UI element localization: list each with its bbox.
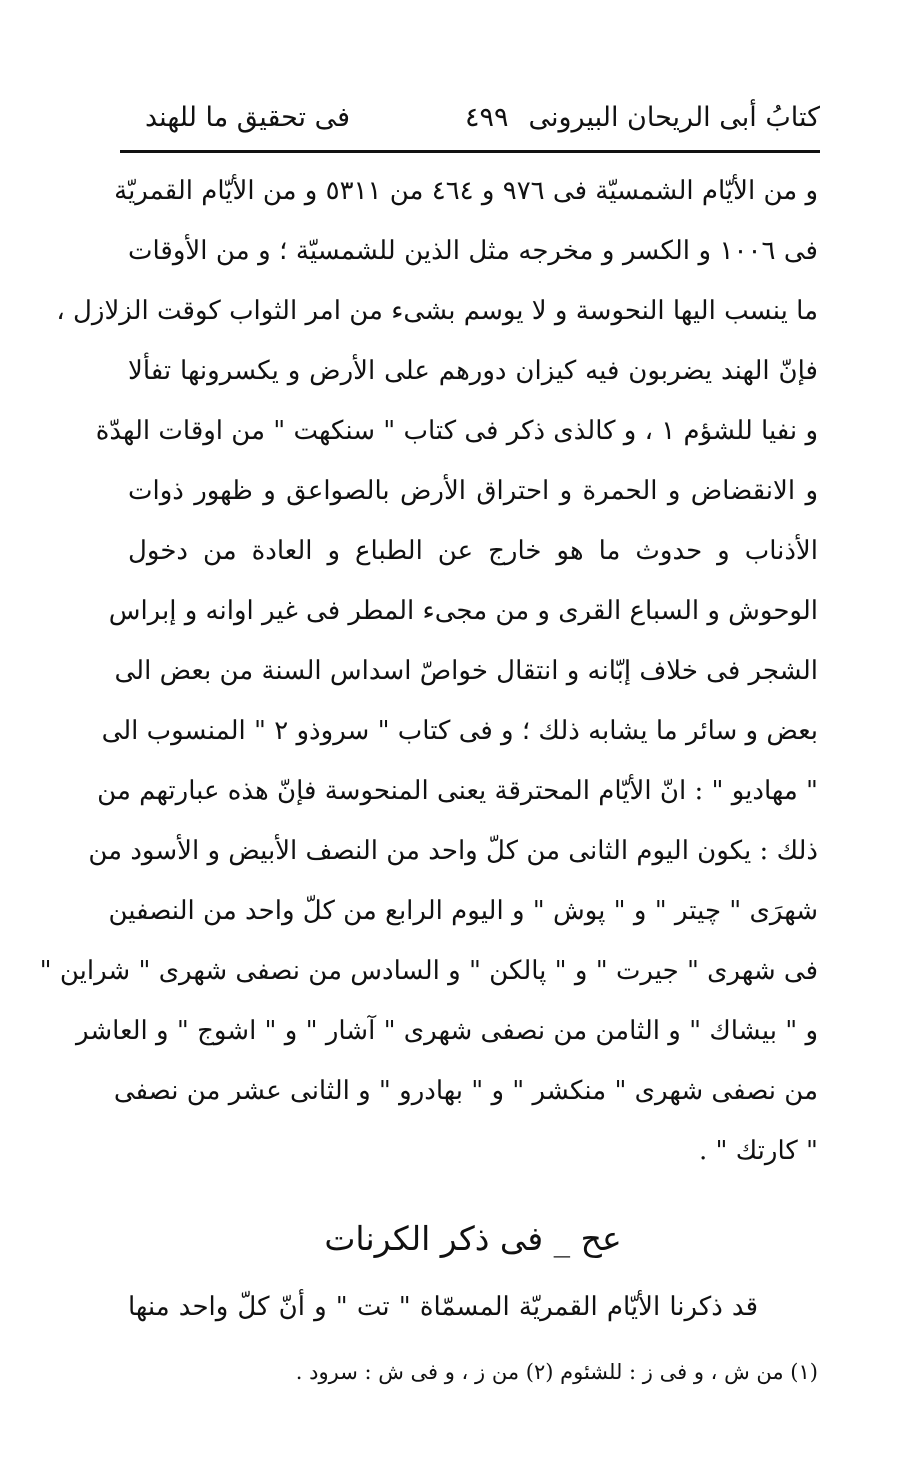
text-line: و نفيا للشؤم ١ ، و كالذى ذكر فى كتاب " سنكهت " من اوقات الهدّة <box>95 416 818 446</box>
section-heading: عح _ فى ذكر الكرنات <box>324 1219 622 1258</box>
book-page <box>39 88 820 1397</box>
text-line: شهرَى " چيتر " و " پوش " و اليوم الرابع من كلّ واحد من النصفين <box>108 896 818 926</box>
text-line: فإنّ الهند يضربون فيه كيزان دورهم على الأرض و يكسرونها تفألا <box>128 356 818 386</box>
text-line: من نصفى شهرى " منكشر " و " بهادرو " و الثانى عشر من نصفى <box>113 1076 818 1106</box>
header-rule <box>120 150 820 153</box>
header-book-title: كتابُ أبى الريحان البيرونى <box>528 102 820 133</box>
text-line: و الانقضاض و الحمرة و احتراق الأرض بالصواعق و ظهور ذوات <box>128 476 818 506</box>
body-text <box>39 161 818 1397</box>
header-work-title: فى تحقيق ما للهند <box>145 102 351 133</box>
page-number: ٤٩٩ <box>465 102 509 133</box>
text-line: " مهاديو " : انّ الأيّام المحترقة يعنى المنحوسة فإنّ هذه عبارتهم من <box>97 776 818 806</box>
text-line: ذلك : يكون اليوم الثانى من كلّ واحد من النصف الأبيض و الأسود من <box>88 836 818 866</box>
section-first-line: قد ذكرنا الأيّام القمريّة المسمّاة " تت " و أنّ كلّ واحد منها <box>128 1292 758 1322</box>
text-line: الشجر فى خلاف إبّانه و انتقال خواصّ اسداس السنة من بعض الى <box>114 656 818 686</box>
footnote: (١) من ش ، و فى ز : للشئوم (٢) من ز ، و فى ش : سرود . <box>295 1360 818 1384</box>
text-line: ما ينسب اليها النحوسة و لا يوسم بشىء من امر الثواب كوقت الزلازل ، <box>56 296 818 326</box>
running-header <box>120 88 820 148</box>
text-line: الأذناب و حدوث ما هو خارج عن الطباع و العادة من دخول <box>128 536 818 566</box>
text-line: بعض و سائر ما يشابه ذلك ؛ و فى كتاب " سروذو ٢ " المنسوب الى <box>101 716 818 746</box>
text-line: و من الأيّام الشمسيّة فى ٩٧٦ و ٤٦٤ من ٥٣١١ و من الأيّام القمريّة <box>114 176 818 206</box>
text-line: فى ١٠٠٦ و الكسر و مخرجه مثل الذين للشمسيّة ؛ و من الأوقات <box>128 236 818 266</box>
text-line: و " بيشاك " و الثامن من نصفى شهرى " آشار " و " اشوج " و العاشر <box>76 1016 818 1046</box>
text-line: " كارتك " . <box>699 1136 818 1166</box>
text-line: فى شهرى " جيرت " و " پالكن " و السادس من نصفى شهرى " شراين " <box>39 956 818 986</box>
text-line: الوحوش و السباع القرى و من مجىء المطر فى غير اوانه و إبراس <box>108 596 818 626</box>
